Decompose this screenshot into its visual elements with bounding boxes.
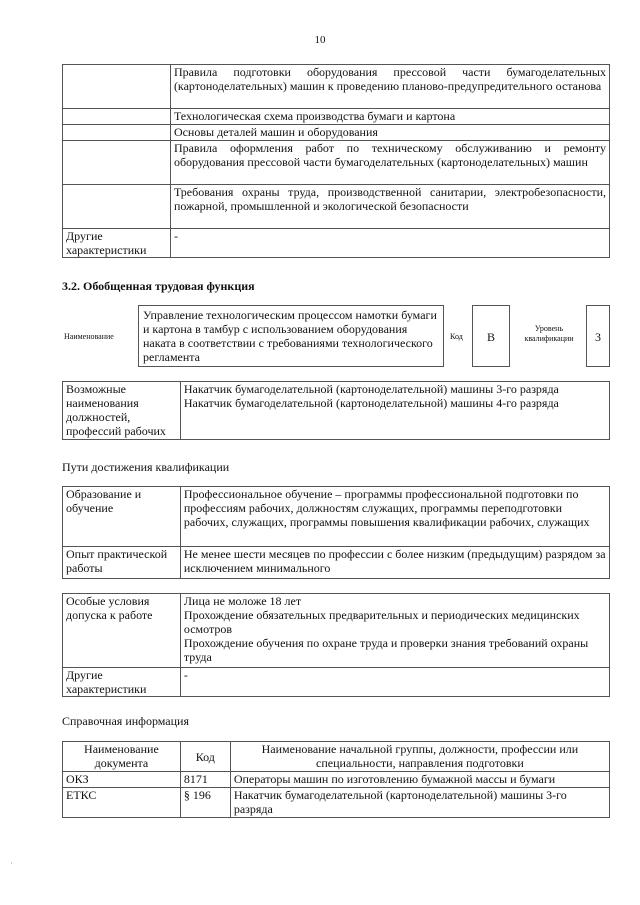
section-heading: 3.2. Обобщенная трудовая функция (62, 279, 255, 293)
table-cell-left (63, 125, 171, 141)
table-row (63, 788, 610, 818)
table-cell: § 196 (180, 788, 230, 818)
column-header: Наименование начальной группы, должности, профессии или специальности, направления подготовки (230, 742, 609, 772)
table-cell-right: Технологическая схема производства бумаги и картона (170, 109, 609, 125)
table-row (63, 109, 610, 125)
table-header-row (63, 742, 610, 772)
reference-title: Справочная информация (62, 714, 189, 728)
level-value-box: 3 (586, 305, 610, 367)
table-row (63, 65, 610, 109)
table-cell-right: Правила подготовки оборудования прессовой части бумагоделательных (картоноделательных) машин к проведению планово-предупредительного останова (170, 65, 609, 109)
table-row (63, 668, 610, 697)
level-label: Уровень квалификации (524, 324, 574, 343)
table-cell-right: - (180, 668, 609, 697)
code-value-box: B (472, 305, 510, 367)
table-cell-right: Профессиональное обучение – программы профессиональной подготовки по профессиям рабочих, должностям служащих, программы переподготовки рабочих, служащих, программы повышения квалификации рабочих, служащих (180, 487, 609, 547)
table-cell: Накатчик бумагоделательной (картоноделательной) машины 3-го разряда (230, 788, 609, 818)
table-cell-left: Образование и обучение (63, 487, 181, 547)
conditions-table (62, 593, 610, 697)
name-label: Наименование (64, 332, 114, 341)
table-cell-left: Другие характеристики (63, 229, 171, 258)
page-number: 10 (314, 34, 326, 46)
reference-table (62, 741, 610, 818)
table-cell-left (63, 141, 171, 185)
table-cell-right: Правила оформления работ по техническому обслуживанию и ремонту оборудования прессовой части бумагоделательных (картоноделательных) машин (170, 141, 609, 185)
column-header: Код (180, 742, 230, 772)
table-cell-left (63, 185, 171, 229)
function-name-box: Управление технологическим процессом намотки бумаги и картона в тамбур с использованием оборудования наката в соответствии с требованиями технологического регламента (138, 305, 444, 367)
table-cell-left (63, 109, 171, 125)
position-item: Накатчик бумагоделательной (картоноделательной) машины 4-го разряда (183, 396, 559, 410)
table-row (63, 141, 610, 185)
positions-table (62, 381, 610, 440)
table-cell: Операторы машин по изготовлению бумажной массы и бумаги (230, 772, 609, 788)
table-cell-left (63, 65, 171, 109)
knowledge-table (62, 64, 610, 258)
condition-item: Прохождение обучения по охране труда и проверки знания требований охраны труда (183, 636, 589, 664)
table-row (63, 382, 610, 440)
margin-mark: · (10, 858, 13, 868)
paths-table (62, 486, 610, 579)
position-item: Накатчик бумагоделательной (картоноделательной) машины 3-го разряда (183, 382, 559, 396)
table-row (63, 772, 610, 788)
table-cell-right: Основы деталей машин и оборудования (170, 125, 609, 141)
condition-item: Прохождение обязательных предварительных и периодических медицинских осмотров (183, 608, 580, 636)
table-cell-right (180, 594, 609, 668)
table-row (63, 594, 610, 668)
table-cell: ОКЗ (63, 772, 181, 788)
table-cell-right: - (170, 229, 609, 258)
table-cell-left: Особые условия допуска к работе (63, 594, 181, 668)
table-cell: ЕТКС (63, 788, 181, 818)
table-row (63, 547, 610, 579)
table-row (63, 229, 610, 258)
table-cell-left: Опыт практической работы (63, 547, 181, 579)
code-label: Код (450, 332, 463, 341)
table-cell-right: Не менее шести месяцев по профессии с более низким (предыдущим) разрядом за исключением минимального (180, 547, 609, 579)
column-header: Наименование документа (63, 742, 181, 772)
paths-title: Пути достижения квалификации (62, 460, 230, 474)
table-row (63, 125, 610, 141)
condition-item: Лица не моложе 18 лет (183, 594, 302, 608)
table-row (63, 487, 610, 547)
table-cell-right: Требования охраны труда, производственной санитарии, электробезопасности, пожарной, промышленной и экологической безопасности (170, 185, 609, 229)
table-cell-right (180, 382, 609, 440)
table-cell-left: Возможные наименования должностей, профессий рабочих (63, 382, 181, 440)
table-cell-left: Другие характеристики (63, 668, 181, 697)
table-row (63, 185, 610, 229)
table-cell: 8171 (180, 772, 230, 788)
